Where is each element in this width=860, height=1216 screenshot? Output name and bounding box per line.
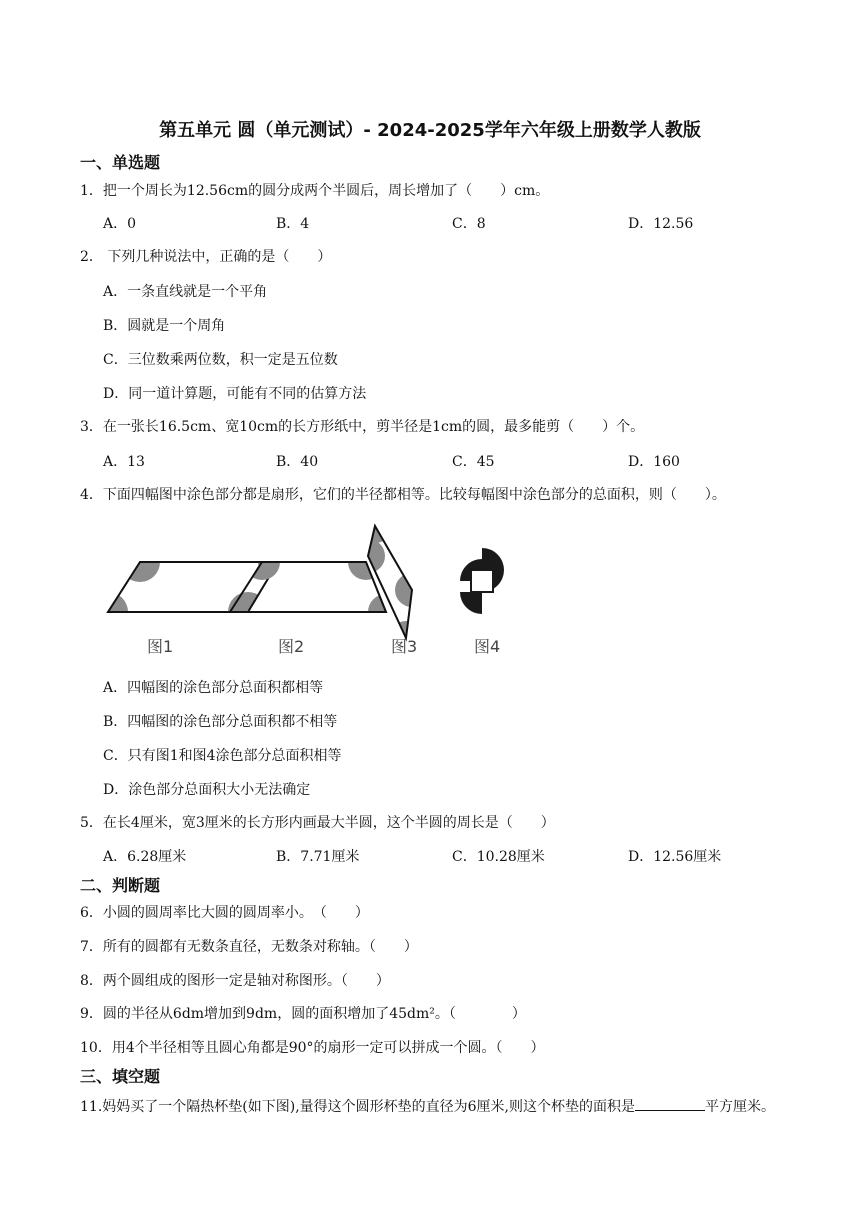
question-3: 3．在一张长16.5cm、宽10cm的长方形纸中，剪半径是1cm的圆，最多能剪（ ）个。 bbox=[80, 419, 645, 435]
figure-4-pinwheel bbox=[460, 548, 504, 614]
question-11-unit: 平方厘米。 bbox=[705, 1099, 775, 1115]
section-heading-single-choice: 一、单选题 bbox=[80, 153, 161, 172]
figure-1-parallelogram bbox=[100, 542, 298, 632]
question-5: 5．在长4厘米，宽3厘米的长方形内画最大半圆，这个半圆的周长是（ ） bbox=[80, 815, 555, 831]
q1-option-c: C．8 bbox=[452, 216, 486, 232]
question-8: 8．两个圆组成的图形一定是轴对称图形。（ ） bbox=[80, 973, 390, 989]
question-1: 1．把一个周长为12.56cm的圆分成两个半圆后，周长增加了（ ）cm。 bbox=[80, 183, 550, 199]
q2-option-a: A．一条直线就是一个平角 bbox=[103, 284, 268, 300]
q3-option-b: B．40 bbox=[276, 454, 319, 470]
q5-option-d: D．12.56厘米 bbox=[628, 849, 722, 865]
question-9: 9．圆的半径从6dm增加到9dm，圆的面积增加了45dm²。（ ） bbox=[80, 1006, 526, 1022]
figure-4-caption: 图4 bbox=[474, 637, 501, 656]
q4-option-b: B．四幅图的涂色部分总面积都不相等 bbox=[103, 714, 338, 730]
figure-1-caption: 图1 bbox=[147, 637, 174, 656]
q4-option-d: D．涂色部分总面积大小无法确定 bbox=[103, 782, 311, 798]
figure-2-caption: 图2 bbox=[278, 637, 305, 656]
figure-3-kite bbox=[351, 520, 429, 655]
page-title: 第五单元 圆（单元测试）- 2024-2025学年六年级上册数学人教版 bbox=[159, 120, 701, 141]
q4-option-c: C．只有图1和图4涂色部分总面积相等 bbox=[103, 748, 342, 764]
q3-option-c: C．45 bbox=[452, 454, 495, 470]
q1-option-d: D．12.56 bbox=[628, 216, 694, 232]
answer-blank[interactable] bbox=[635, 1096, 705, 1111]
question-11 bbox=[80, 1090, 810, 1124]
q5-option-a: A．6.28厘米 bbox=[103, 849, 187, 865]
section-heading-fill-blank: 三、填空题 bbox=[80, 1067, 161, 1086]
q3-option-d: D．160 bbox=[628, 454, 680, 470]
question-11-text: 11.妈妈买了一个隔热杯垫(如下图),量得这个圆形杯垫的直径为6厘米,则这个杯垫的面积是 bbox=[80, 1099, 635, 1115]
q3-option-a: A．13 bbox=[103, 454, 145, 470]
question-10: 10．用4个半径相等且圆心角都是90°的扇形一定可以拼成一个圆。（ ） bbox=[80, 1040, 545, 1056]
q5-option-b: B．7.71厘米 bbox=[276, 849, 360, 865]
q2-option-c: C．三位数乘两位数，积一定是五位数 bbox=[103, 352, 338, 368]
q2-option-b: B．圆就是一个周角 bbox=[103, 318, 226, 334]
question-6: 6．小圆的圆周率比大圆的圆周率小。 （ ） bbox=[80, 905, 369, 921]
section-heading-true-false: 二、判断题 bbox=[80, 876, 161, 895]
q1-option-a: A．0 bbox=[103, 216, 137, 232]
q1-option-b: B．4 bbox=[276, 216, 310, 232]
q4-option-a: A．四幅图的涂色部分总面积都相等 bbox=[103, 680, 324, 696]
q5-option-c: C．10.28厘米 bbox=[452, 849, 545, 865]
question-4: 4．下面四幅图中涂色部分都是扇形，它们的半径都相等。比较每幅图中涂色部分的总面积，则（ ）。 bbox=[80, 487, 726, 503]
question-7: 7．所有的圆都有无数条直径，无数条对称轴。（ ） bbox=[80, 939, 418, 955]
question-2: 2． 下列几种说法中，正确的是（ ） bbox=[80, 249, 332, 265]
q2-option-d: D．同一道计算题，可能有不同的估算方法 bbox=[103, 386, 367, 402]
figure-3-caption: 图3 bbox=[391, 637, 418, 656]
